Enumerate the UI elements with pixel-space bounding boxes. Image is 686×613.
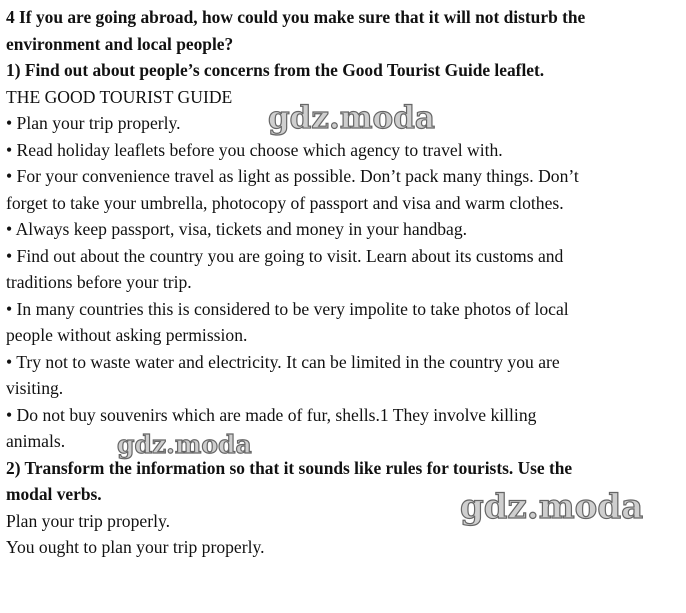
task-heading-line-2: environment and local people? — [6, 33, 234, 54]
part-1-instruction: 1) Find out about people’s concerns from the Good Tourist Guide leaflet. — [6, 60, 545, 80]
part-2-instruction-line-2: modal verbs. — [6, 484, 102, 504]
bullet-line: visiting. — [6, 378, 64, 398]
bullet-line: traditions before your trip. — [6, 272, 192, 292]
bullet-line: • Plan your trip properly. — [6, 113, 181, 133]
document-body — [6, 4, 682, 561]
example-original: Plan your trip properly. — [6, 510, 171, 531]
watermark: gdz.moda — [460, 487, 644, 527]
bullet-line: people without asking permission. — [6, 325, 248, 345]
example-answer: You ought to plan your trip properly. — [6, 537, 265, 557]
guide-title: THE GOOD TOURIST GUIDE — [6, 86, 233, 107]
watermark: gdz.moda — [117, 430, 252, 459]
watermark: gdz.moda — [268, 100, 435, 136]
bullet-line: • Do not buy souvenirs which are made of fur, shells.1 They involve killing — [6, 404, 537, 425]
bullet-line: • Always keep passport, visa, tickets and money in your handbag. — [6, 219, 468, 239]
bullet-line: animals. — [6, 431, 66, 451]
bullet-line: • For your convenience travel as light as possible. Don’t pack many things. Don’t — [6, 166, 579, 186]
bullet-line: • Read holiday leaflets before you choose which agency to travel with. — [6, 139, 503, 160]
bullet-line: • In many countries this is considered to be very impolite to take photos of local — [6, 298, 569, 319]
task-heading-line-1: 4 If you are going abroad, how could you make sure that it will not disturb the — [6, 7, 586, 27]
part-2-instruction-line-1: 2) Transform the information so that it sounds like rules for tourists. Use the — [6, 457, 573, 478]
bullet-line: forget to take your umbrella, photocopy of passport and visa and warm clothes. — [6, 192, 564, 213]
bullet-line: • Try not to waste water and electricity. It can be limited in the country you are — [6, 351, 560, 372]
bullet-line: • Find out about the country you are going to visit. Learn about its customs and — [6, 245, 564, 266]
